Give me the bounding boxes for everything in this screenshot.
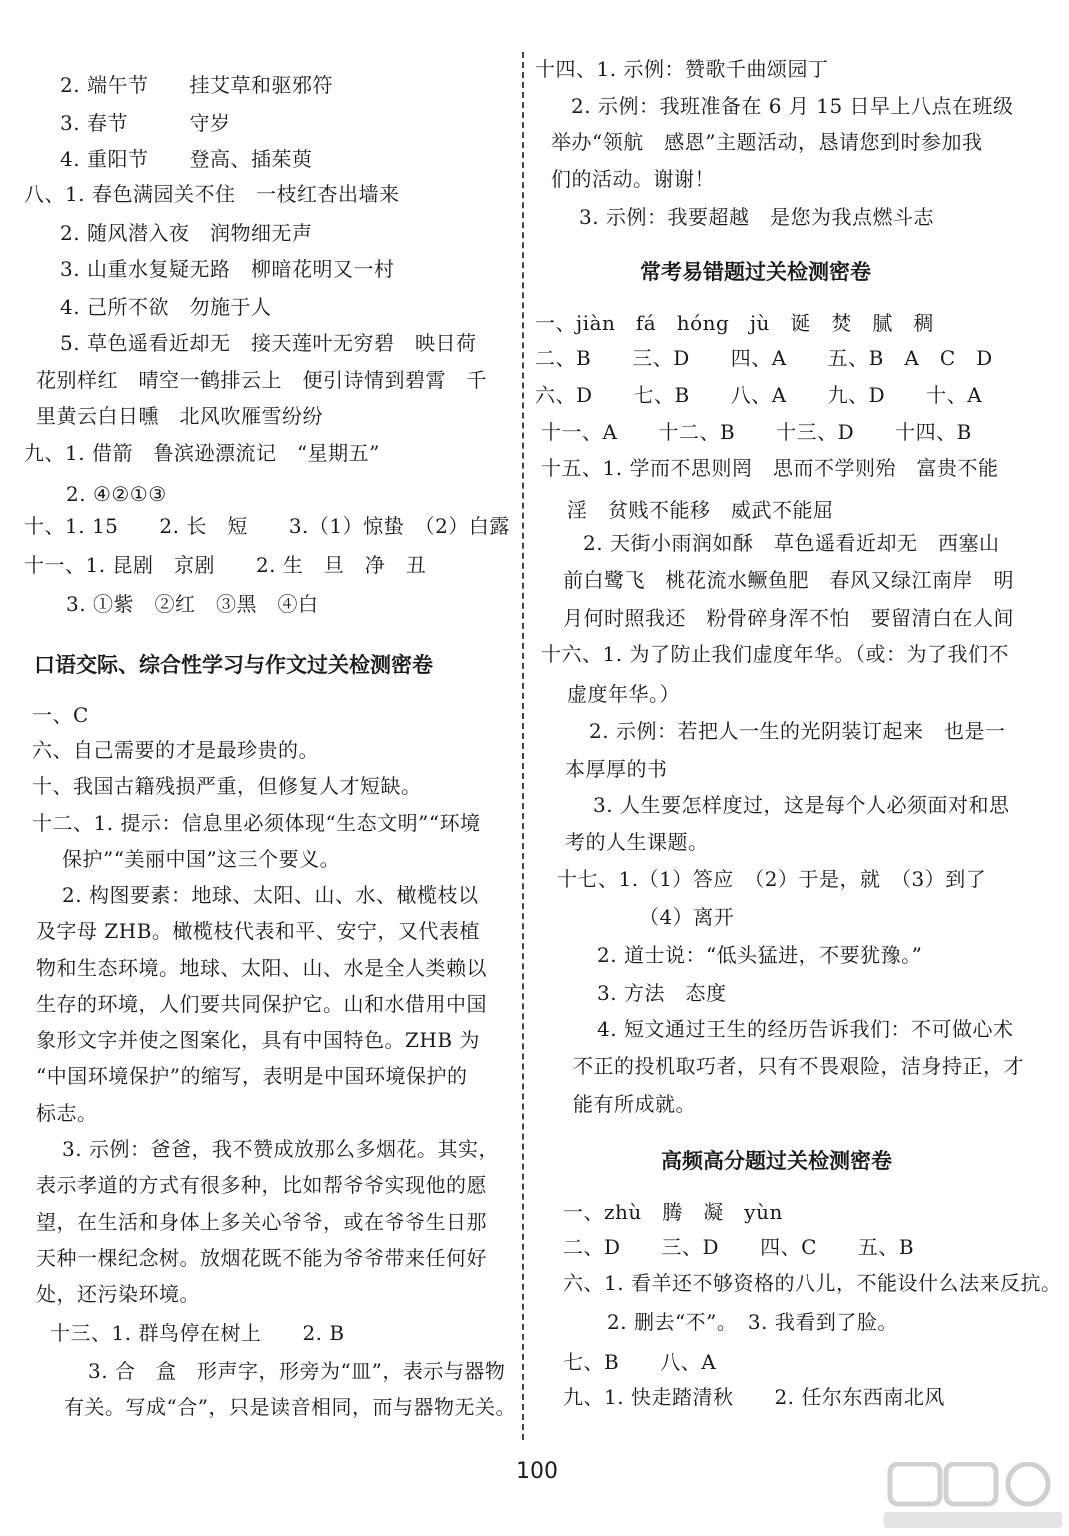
answer-line: 4. 己所不欲 勿施于人 [60, 295, 272, 319]
answer-line: （4）离开 [639, 905, 735, 929]
answer-line: 2. 删去“不”。 3. 我看到了脸。 [607, 1310, 898, 1334]
answer-line: 保护”“美丽中国”这三个要义。 [62, 847, 341, 871]
answer-line: 2. 构图要素：地球、太阳、山、水、橄榄枝以 [62, 883, 479, 907]
answer-line: 们的活动。谢谢！ [551, 167, 715, 191]
answer-line: 象形文字并使之图案化，具有中国特色。ZHB 为 [36, 1028, 480, 1052]
answer-line: 生存的环境，人们要共同保护它。山和水借用中国 [36, 992, 487, 1016]
answer-line: 3. 方法 态度 [597, 981, 727, 1005]
answer-line: 标志。 [36, 1101, 98, 1125]
answer-line: 六、D 七、B 八、A 九、D 十、A [535, 383, 983, 407]
answer-line: 一、zhù 腾 凝 yùn [563, 1200, 783, 1224]
answer-line: 2. 道士说：“低头猛进，不要犹豫。” [597, 943, 923, 967]
answer-line: 5. 草色遥看近却无 接天莲叶无穷碧 映日荷 [60, 331, 477, 355]
answer-line: 能有所成就。 [573, 1092, 696, 1116]
answer-line: 3. 示例：爸爸，我不赞成放那么多烟花。其实， [62, 1137, 499, 1161]
answer-line: 十七、1.（1）答应 （2）于是，就 （3）到了 [557, 867, 987, 891]
answer-line: 2. 示例：我班准备在 6 月 15 日早上八点在班级 [571, 94, 1014, 118]
answer-line: 九、1. 借箭 鲁滨逊漂流记 “星期五” [24, 441, 380, 465]
answer-line: 虚度年华。） [567, 682, 680, 706]
answer-line: 二、D 三、D 四、C 五、B [563, 1235, 915, 1259]
answer-line: 3. 山重水复疑无路 柳暗花明又一村 [60, 257, 395, 281]
answer-line: 天种一棵纪念树。放烟花既不能为爷爷带来任何好 [36, 1246, 487, 1270]
answer-line: 3. 示例：我要超越 是您为我点燃斗志 [579, 205, 934, 229]
answer-line: 二、B 三、D 四、A 五、B A C D [535, 346, 993, 370]
answer-line: 月何时照我还 粉骨碎身浑不怕 要留清白在人间 [563, 606, 1014, 630]
answer-line: 2. 端午节 挂艾草和驱邪符 [60, 73, 333, 97]
answer-line: 3. 合 盒 形声字，形旁为“皿”，表示与器物 [88, 1359, 506, 1383]
answer-line: 3. ①紫 ②红 ③黑 ④白 [66, 592, 319, 616]
section-title: 口语交际、综合性学习与作文过关检测密卷 [34, 653, 433, 677]
column-divider [522, 52, 524, 1440]
answer-line: 望，在生活和身体上多关心爷爷，或在爷爷生日那 [36, 1210, 487, 1234]
answer-line: 处，还污染环境。 [36, 1282, 200, 1306]
answer-line: 4. 重阳节 登高、插茱萸 [60, 147, 313, 171]
answer-line: 3. 春节 守岁 [60, 111, 231, 135]
answer-line: 九、1. 快走踏清秋 2. 任尔东西南北风 [563, 1385, 945, 1409]
answer-line: 六、1. 看羊还不够资格的八儿，不能设什么法来反抗。 [563, 1271, 1062, 1295]
answer-line: 十、我国古籍残损严重，但修复人才短缺。 [32, 774, 422, 798]
answer-line: 淫 贫贱不能移 威武不能屈 [567, 498, 834, 522]
answer-line: 八、1. 春色满园关不住 一枝红杏出墙来 [24, 182, 400, 206]
answer-line: 2. 天街小雨润如酥 草色遥看近却无 西塞山 [583, 531, 1000, 555]
answer-line: 2. 示例：若把人一生的光阴装订起来 也是一 [589, 719, 1006, 743]
answer-line: 不正的投机取巧者，只有不畏艰险，洁身持正，才 [573, 1054, 1024, 1078]
answer-line: 一、jiàn fá hóng jù 诞 焚 腻 稠 [535, 311, 934, 335]
answer-line: 3. 人生要怎样度过，这是每个人必须面对和思 [593, 793, 1010, 817]
answer-line: 前白鹭飞 桃花流水鳜鱼肥 春风又绿江南岸 明 [563, 568, 1014, 592]
answer-line: 七、B 八、A [563, 1350, 717, 1374]
answer-line: 十三、1. 群鸟停在树上 2. B [50, 1321, 345, 1345]
answer-line: 2. ④②①③ [66, 482, 167, 506]
answer-line: 本厚厚的书 [565, 757, 668, 781]
answer-line: “中国环境保护”的缩写，表明是中国环境保护的 [36, 1064, 468, 1088]
section-title: 常考易错题过关检测密卷 [640, 260, 871, 284]
answer-line: 及字母 ZHB。橄榄枝代表和平、安宁，又代表植 [36, 919, 480, 943]
answer-line: 六、自己需要的才是最珍贵的。 [32, 738, 319, 762]
answer-line: 十六、1. 为了防止我们虚度年华。（或：为了我们不 [541, 642, 1009, 666]
answer-line: 十一、A 十二、B 十三、D 十四、B [541, 420, 972, 444]
answer-line: 一、C [32, 703, 89, 727]
answer-line: 十五、1. 学而不思则罔 思而不学则殆 富贵不能 [541, 456, 999, 480]
answer-line: 十、1. 15 2. 长 短 3.（1）惊蛰 （2）白露 [24, 514, 510, 538]
answer-line: 十一、1. 昆剧 京剧 2. 生 旦 净 丑 [24, 553, 427, 577]
watermark-logo-icon [880, 1462, 1066, 1532]
answer-line: 花别样红 晴空一鹤排云上 便引诗情到碧霄 千 [36, 368, 487, 392]
section-title: 高频高分题过关检测密卷 [661, 1149, 892, 1173]
answer-line: 十二、1. 提示：信息里必须体现“生态文明”“环境 [32, 811, 481, 835]
answer-line: 考的人生课题。 [565, 830, 709, 854]
answer-line: 举办“领航 感恩”主题活动，恳请您到时参加我 [551, 130, 983, 154]
answer-line: 物和生态环境。地球、太阳、山、水是全人类赖以 [36, 956, 487, 980]
page-number: 100 [516, 1459, 558, 1484]
answer-line: 有关。写成“合”，只是读音相同，而与器物无关。 [64, 1395, 516, 1419]
answer-line: 2. 随风潜入夜 润物细无声 [60, 221, 313, 245]
answer-line: 里黄云白日曛 北风吹雁雪纷纷 [36, 404, 323, 428]
answer-line: 十四、1. 示例：赞歌千曲颂园丁 [535, 57, 829, 81]
answer-line: 4. 短文通过王生的经历告诉我们：不可做心术 [597, 1017, 1014, 1041]
answer-line: 表示孝道的方式有很多种，比如帮爷爷实现他的愿 [36, 1173, 487, 1197]
